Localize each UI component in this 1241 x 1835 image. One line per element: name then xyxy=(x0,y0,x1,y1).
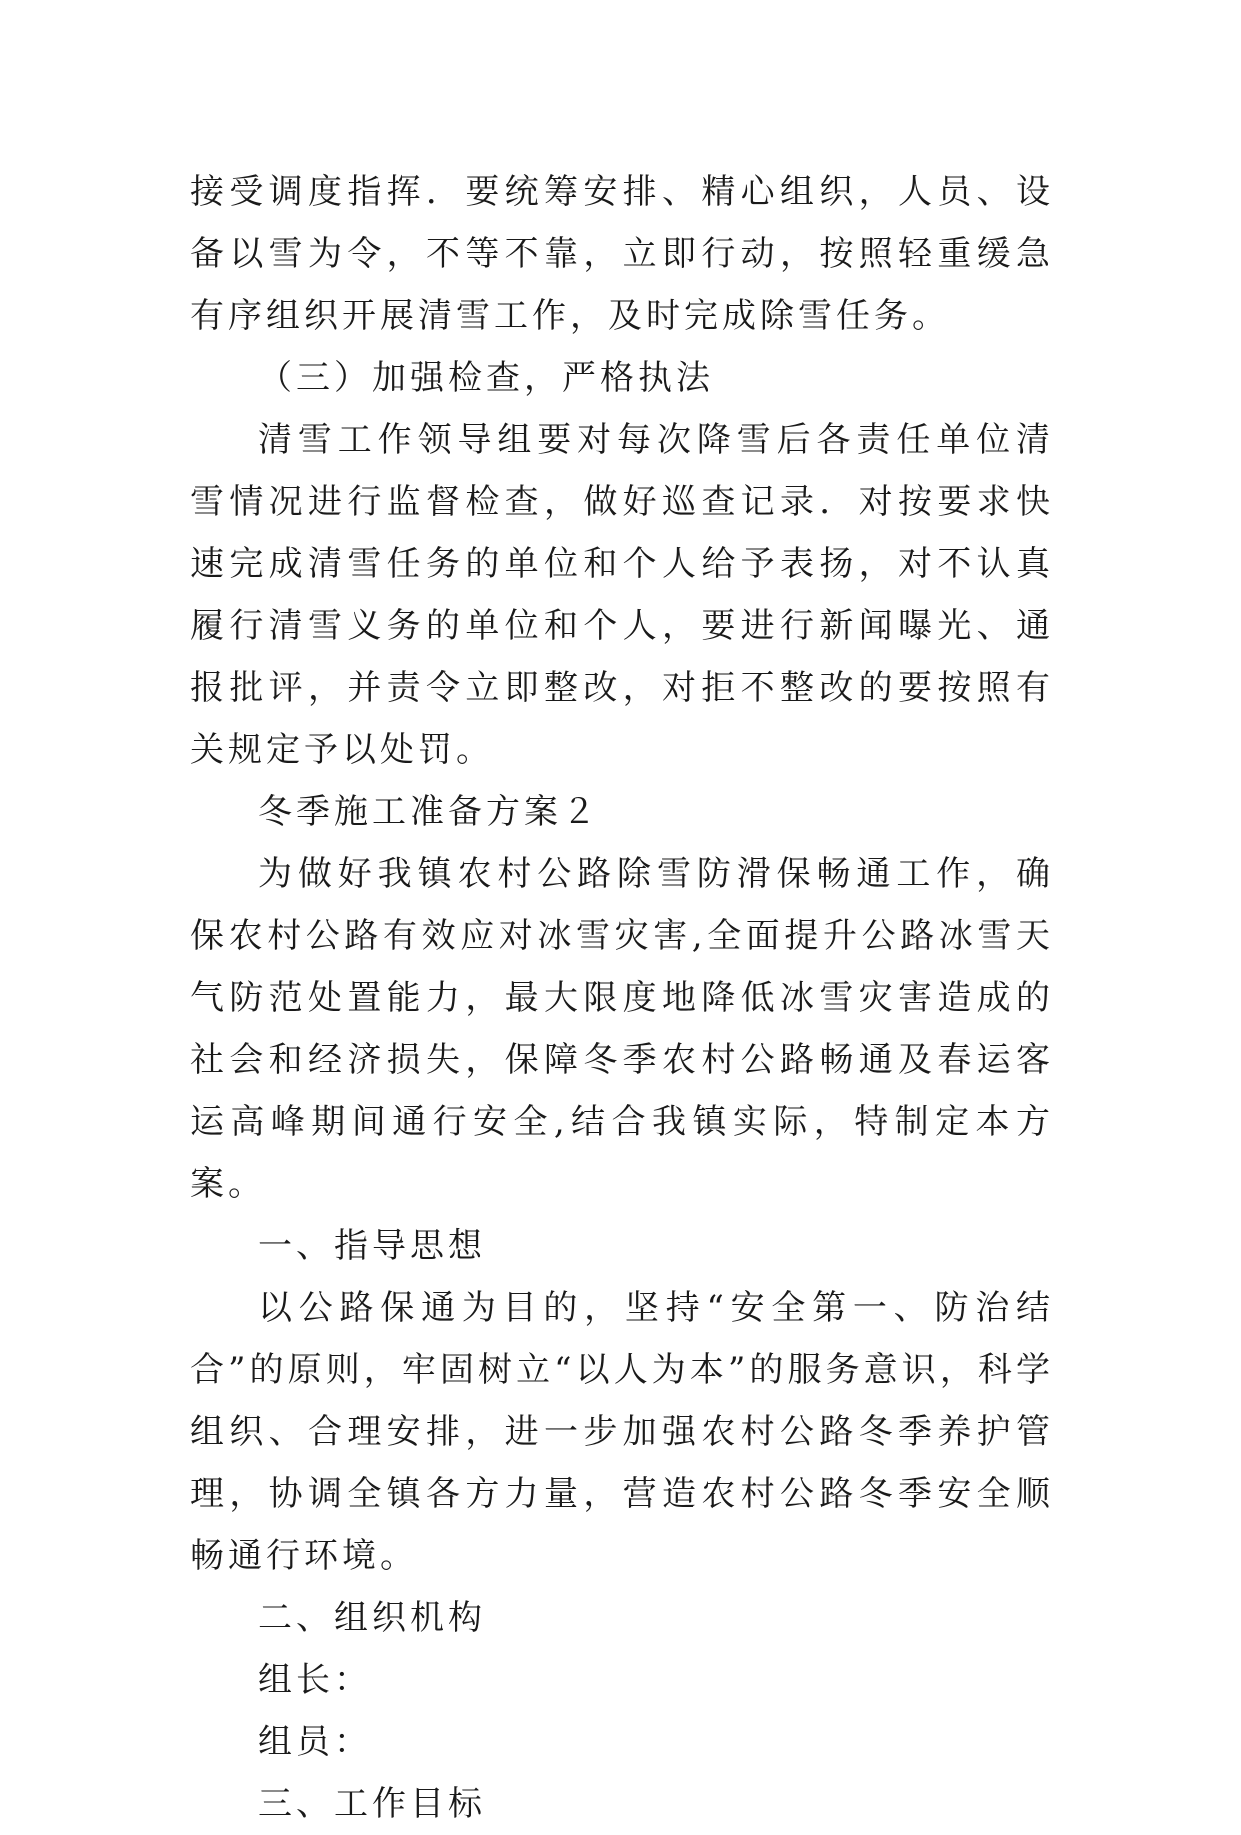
body-paragraph: 接受调度指挥．要统筹安排、精心组织，人员、设备以雪为令，不等不靠，立即行动，按照轻重缓急有序组织开展清雪工作，及时完成除雪任务。 xyxy=(190,172,1054,336)
document-subtitle: 冬季施工准备方案２ xyxy=(258,792,600,832)
field-label-leader: 组长： xyxy=(258,1660,372,1700)
field-label-members: 组员： xyxy=(258,1722,372,1762)
section-heading: 二、组织机构 xyxy=(258,1598,486,1638)
document-page xyxy=(190,161,1054,1835)
body-paragraph: 为做好我镇农村公路除雪防滑保畅通工作，确保农村公路有效应对冰雪灾害,全面提升公路冰雪天气防范处置能力，最大限度地降低冰雪灾害造成的社会和经济损失，保障冬季农村公路畅通及春运客运高峰期间通行安全,结合我镇实际，特制定本方案。 xyxy=(190,854,1054,1204)
section-heading: （三）加强检查，严格执法 xyxy=(258,358,714,398)
body-paragraph: 清雪工作领导组要对每次降雪后各责任单位清雪情况进行监督检查，做好巡查记录．对按要求快速完成清雪任务的单位和个人给予表扬，对不认真履行清雪义务的单位和个人，要进行新闻曝光、通报批评，并责令立即整改，对拒不整改的要按照有关规定予以处罚。 xyxy=(190,420,1054,770)
section-heading: 三、工作目标 xyxy=(258,1784,486,1824)
body-paragraph: 以公路保通为目的，坚持“安全第一、防治结合”的原则，牢固树立“以人为本”的服务意识，科学组织、合理安排，进一步加强农村公路冬季养护管理，协调全镇各方力量，营造农村公路冬季安全顺畅通行环境。 xyxy=(190,1288,1054,1576)
section-heading: 一、指导思想 xyxy=(258,1226,486,1266)
